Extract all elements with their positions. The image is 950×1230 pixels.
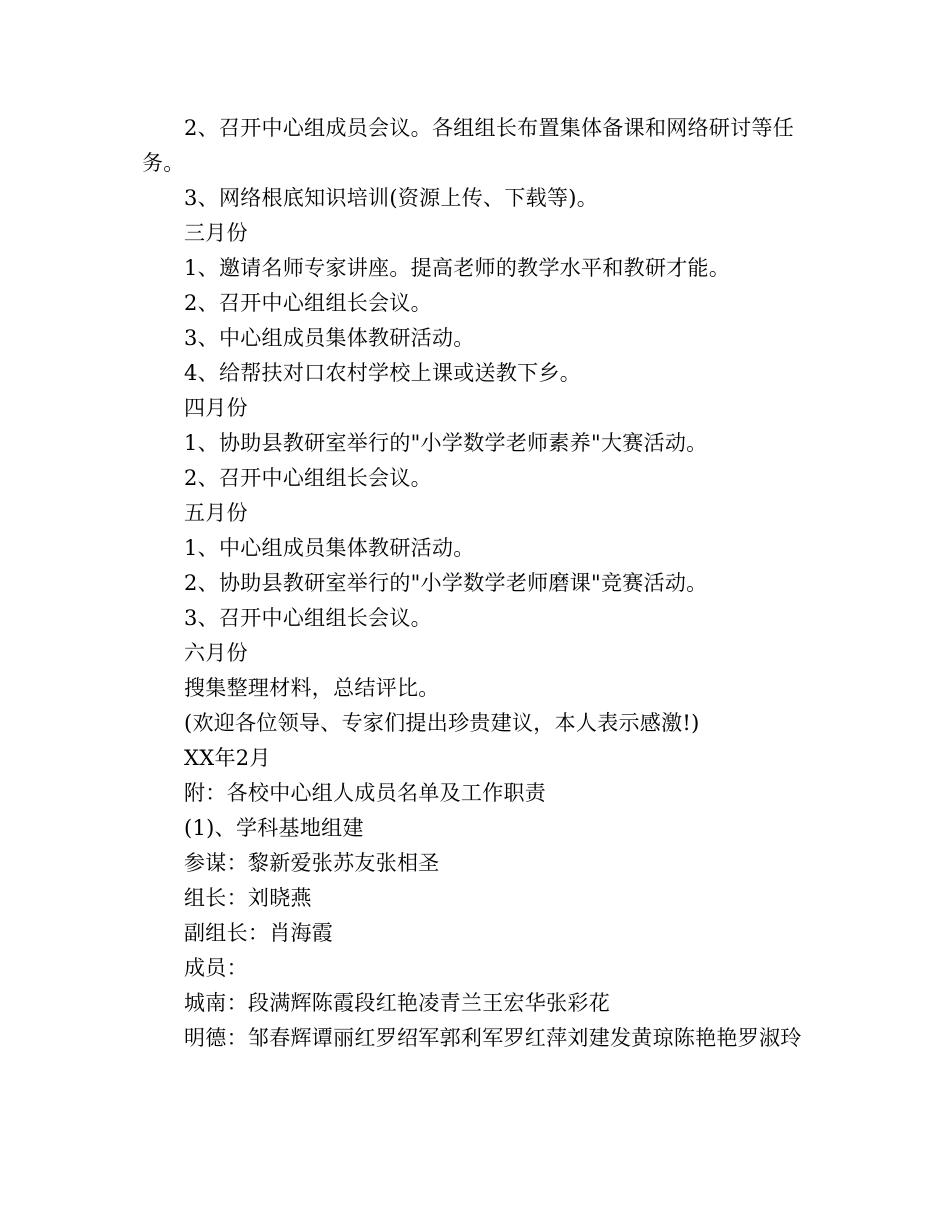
month-heading: 五月份 [184,501,248,525]
paragraph: 2、召开中心组组长会议。 [184,466,432,490]
document-body [142,111,810,1056]
month-heading: 三月份 [184,221,248,245]
paragraph: 3、网络根底知识培训(资源上传、下载等)。 [184,186,599,210]
month-heading: 四月份 [184,396,248,420]
date-line: XX年2月 [184,746,271,770]
appendix-heading: 附：各校中心组人成员名单及工作职责 [184,781,547,805]
advisors-line: 参谋：黎新爱张苏友张相圣 [184,851,440,875]
paragraph: 2、召开中心组成员会议。各组组长布置集体备课和网络研讨等任务。 [142,116,795,175]
deputy-leader-line: 副组长：肖海霞 [184,921,334,945]
paragraph: 3、中心组成员集体教研活动。 [184,326,475,350]
paragraph: 2、召开中心组组长会议。 [184,291,432,315]
paragraph: 4、给帮扶对口农村学校上课或送教下乡。 [184,361,582,385]
paragraph: 3、召开中心组组长会议。 [184,606,432,630]
member-list: 明德：邹春辉谭丽红罗绍军郭利军罗红萍刘建发黄琼陈艳艳罗淑玲 [184,1026,802,1050]
paragraph: 搜集整理材料，总结评比。 [184,676,440,700]
member-list: 城南：段满辉陈霞段红艳凌青兰王宏华张彩花 [184,991,610,1015]
month-heading: 六月份 [184,641,248,665]
paragraph: 1、协助县教研室举行的"小学数学老师素养"大赛活动。 [184,431,708,455]
paragraph: 1、邀请名师专家讲座。提高老师的教学水平和教研才能。 [184,256,731,280]
paragraph: 1、中心组成员集体教研活动。 [184,536,475,560]
leader-line: 组长：刘晓燕 [184,886,312,910]
paragraph: 2、协助县教研室举行的"小学数学老师磨课"竞赛活动。 [184,571,708,595]
paragraph: (欢迎各位领导、专家们提出珍贵建议，本人表示感激!) [184,711,700,735]
members-heading: 成员： [184,956,248,980]
section-heading: (1)、学科基地组建 [184,816,364,840]
